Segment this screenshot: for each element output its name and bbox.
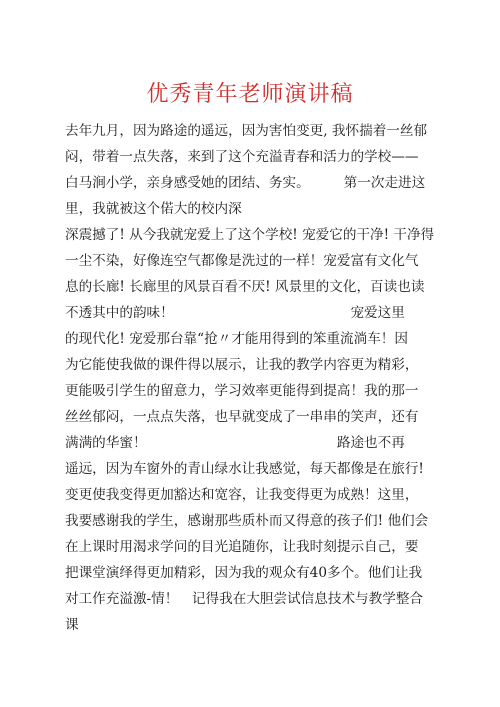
body-line: 变更使我变得更加豁达和宽容，让我变得更为成熟！这里， [65,487,419,503]
body-line: 一尘不染，好像连空气都像是洗过的一样！宠爱富有文化气 [65,253,419,269]
body-line: 深震撼了! 从今我就宠爱上了这个学校! 宠爱它的干净! 干净得 [65,227,435,243]
body-line: 为它能使我做的课件得以展示，让我的教学内容更为精彩， [65,357,419,373]
body-line: 满满的华蜜！ 路途也不再 [65,435,405,451]
document-title: 优秀青年老师演讲稿 [146,82,354,107]
body-line: 遥远，因为车窗外的青山绿水让我感觉，每天都像是在旅行! [65,461,424,477]
body-line: 的现代化! 宠爱那台靠“抢〃才能用得到的笨重流淌车！因 [65,331,408,347]
body-line: 我要感谢我的学生，感谢那些质朴而又得意的孩子们! 他们会 [65,513,429,529]
body-line: 对工作充溢激-情！ 记得我在大胆尝试信息技术与教学整合 [65,591,424,607]
body-line: 闷，带着一点失落，来到了这个充溢青春和活力的学校—— [65,149,419,165]
body-line: 里，我就被这个偌大的校内深 [65,201,242,217]
body-line: 课 [65,617,79,633]
body-line: 更能吸引学生的留意力，学习效率更能得到提高！我的那一 [65,383,419,399]
body-line: 息的长廊! 长廊里的风景百看不厌! 风景里的文化，百读也读 [65,279,425,295]
body-line: 在上课时用渴求学问的目光追随你，让我时刻提示自己，要 [65,539,419,555]
body-line: 把课堂演绎得更加精彩，因为我的观众有40多个。他们让我 [65,565,423,581]
body-line: 去年九月，因为路途的遥远，因为害怕变更, 我怀揣着一丝郁 [65,123,428,139]
body-line: 丝丝郁闷，一点点失落，也早就变成了一串串的笑声，还有 [65,409,419,425]
body-line: 白马涧小学，亲身感受她的团结、务实。 第一次走进这 [65,175,426,191]
body-line: 不透其中的韵味！ 宠爱这里 [65,305,405,321]
